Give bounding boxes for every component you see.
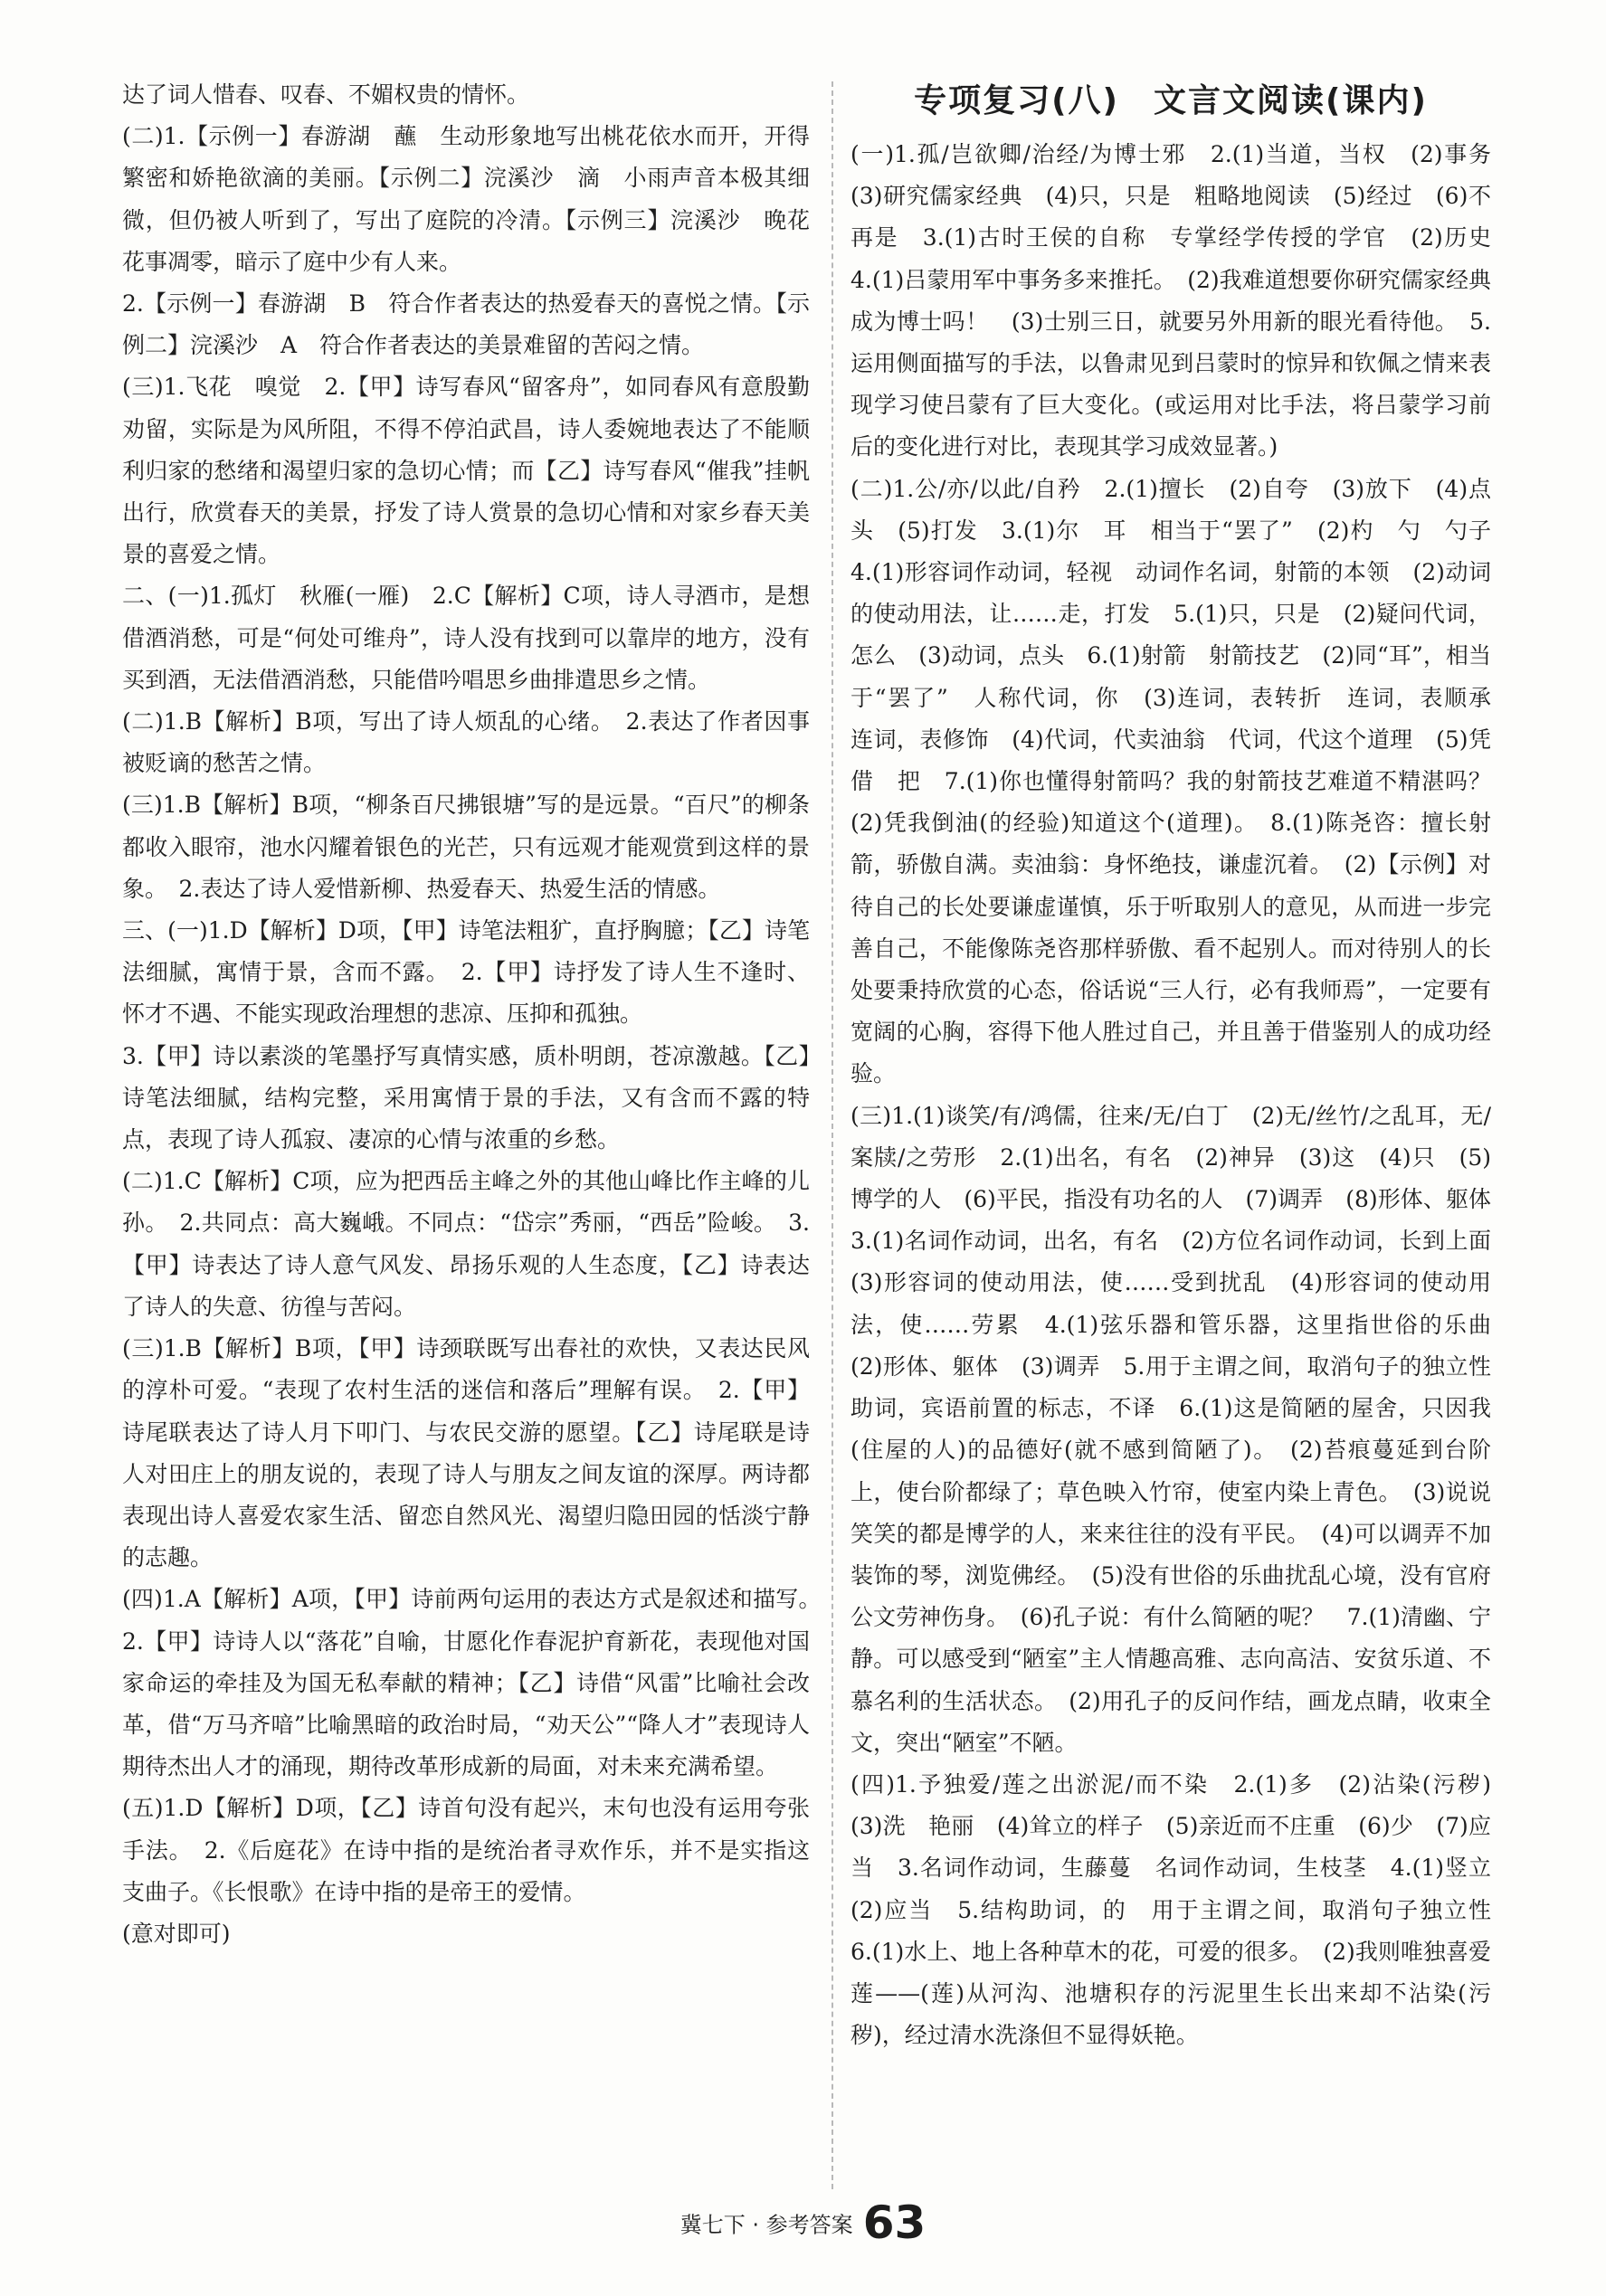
right-column — [851, 74, 1515, 2056]
left-paragraph: (二)1.C【解析】C项，应为把西岳主峰之外的其他山峰比作主峰的儿孙。 2.共同点：高大巍峨。不同点：“岱宗”秀丽，“西岳”险峻。 3.【甲】诗表达了诗人意气风发、昂扬乐观的人生态度，【乙】诗表达了诗人的失意、彷徨与苦闷。 — [122, 1168, 810, 1320]
left-paragraph: (二)1.B【解析】B项，写出了诗人烦乱的心绪。 2.表达了作者因事被贬谪的愁苦之情。 — [122, 708, 810, 777]
right-paragraph: (二)1.公/亦/以此/自矜 2.(1)擅长 (2)自夸 (3)放下 (4)点头 (5)打发 3.(1)尔 耳 相当于“罢了” (2)杓 勺 勺子 4.(1)形容词作动词，轻视 动词作名词，射箭的本领 (2)动词的使动用法，让……走，打发 5.(1)只，只是 (2)疑问代词，怎么 (3)动词，点头 6.(1)射箭 射箭技艺 (2)同“耳”，相当于“罢了” 人称代词，你 (3)连词，表转折 连词，表顺承 连词，表修饰 (4)代词，代卖油翁 代词，代这个道理 (5)凭借 把 7.(1)你也懂得射箭吗？我的射箭技艺难道不精湛吗？ (2)凭我倒油(的经验)知道这个(道理)。 8.(1)陈尧咨：擅长射箭，骄傲自满。卖油翁：身怀绝技，谦虚沉着。 (2)【示例】对待自己的长处要谦虚谨慎，乐于听取别人的意见，从而进一步完善自己，不能像陈尧咨那样骄傲、看不起别人。而对待别人的长处要秉持欣赏的心态，俗话说“三人行，必有我师焉”，一定要有宽阔的心胸，容得下他人胜过自己，并且善于借鉴别人的成功经验。 — [851, 475, 1515, 1087]
left-paragraph: 二、(一)1.孤灯 秋雁(一雁) 2.C【解析】C项，诗人寻酒市，是想借酒消愁，可是“何处可维舟”，诗人没有找到可以靠岸的地方，没有买到酒，无法借酒消愁，只能借吟唱思乡曲排遣思乡之情。 — [122, 583, 810, 693]
left-paragraph: 2.【示例一】春游湖 B 符合作者表达的热爱春天的喜悦之情。【示例二】浣溪沙 A 符合作者表达的美景难留的苦闷之情。 — [122, 290, 810, 359]
footer-label: 冀七下 · 参考答案 — [679, 2212, 853, 2238]
left-paragraph: (三)1.B【解析】B项，【甲】诗颈联既写出春社的欢快，又表达民风的淳朴可爱。“表现了农村生活的迷信和落后”理解有误。 2.【甲】诗尾联表达了诗人月下叩门、与农民交游的愿望。【乙】诗尾联是诗人对田庄上的朋友说的，表现了诗人与朋友之间友谊的深厚。两诗都表现出诗人喜爱农家生活、留恋自然风光、渴望归隐田园的恬淡宁静的志趣。 — [122, 1335, 810, 1571]
left-paragraph: 三、(一)1.D【解析】D项，【甲】诗笔法粗犷，直抒胸臆；【乙】诗笔法细腻，寓情于景，含而不露。 2.【甲】诗抒发了诗人生不逢时、怀才不遇、不能实现政治理想的悲凉、压抑和孤独。 — [122, 917, 810, 1028]
right-paragraph: (三)1.(1)谈笑/有/鸿儒，往来/无/白丁 (2)无/丝竹/之乱耳，无/案牍/之劳形 2.(1)出名，有名 (2)神异 (3)这 (4)只 (5)博学的人 (6)平民，指没有功名的人 (7)调弄 (8)形体、躯体 3.(1)名词作动词，出名，有名 (2)方位名词作动词，长到上面 (3)形容词的使动用法，使……受到扰乱 (4)形容词的使动用法，使……劳累 4.(1)弦乐器和管乐器，这里指世俗的乐曲 (2)形体、躯体 (3)调弄 5.用于主谓之间，取消句子的独立性 助词，宾语前置的标志，不译 6.(1)这是简陋的屋舍，只因我(住屋的人)的品德好(就不感到简陋了)。 (2)苔痕蔓延到台阶上，使台阶都绿了；草色映入竹帘，使室内染上青色。 (3)说说笑笑的都是博学的人，来来往往的没有平民。 (4)可以调弄不加装饰的琴，浏览佛经。 (5)没有世俗的乐曲扰乱心境，没有官府公文劳神伤身。 (6)孔子说：有什么简陋的呢？ 7.(1)清幽、宁静。可以感受到“陋室”主人情趣高雅、志向高洁、安贫乐道、不慕名利的生活状态。 (2)用孔子的反问作结，画龙点睛，收束全文，突出“陋室”不陋。 — [851, 1102, 1515, 1756]
right-paragraph: (四)1.予独爱/莲之出淤泥/而不染 2.(1)多 (2)沾染(污秽) (3)洗 艳丽 (4)耸立的样子 (5)亲近而不庄重 (6)少 (7)应当 3.名词作动词，生藤蔓 名词作动词，生枝茎 4.(1)竖立 (2)应当 5.结构助词，的 用于主谓之间，取消句子独立性 6.(1)水上、地上各种草木的花，可爱的很多。 (2)我则唯独喜爱莲——(莲)从河沟、池塘积存的污泥里生长出来却不沾染(污秽)，经过清水洗涤但不显得妖艳。 — [851, 1770, 1515, 2049]
column-divider — [832, 81, 833, 2189]
page-footer — [0, 2196, 1606, 2249]
left-paragraph: (三)1.B【解析】B项，“柳条百尺拂银塘”写的是远景。“百尺”的柳条都收入眼帘，池水闪耀着银色的光芒，只有远观才能观赏到这样的景象。 2.表达了诗人爱惜新柳、热爱春天、热爱生活的情感。 — [122, 792, 810, 902]
left-paragraph: (五)1.D【解析】D项，【乙】诗首句没有起兴，末句也没有运用夸张手法。 2.《后庭花》在诗中指的是统治者寻欢作乐，并不是实指这支曲子。《长恨歌》在诗中指的是帝王的爱情。 — [122, 1795, 810, 1905]
page-number: 63 — [862, 2196, 927, 2249]
left-paragraph: 3.【甲】诗以素淡的笔墨抒写真情实感，质朴明朗，苍凉激越。【乙】诗笔法细腻，结构完整，采用寓情于景的手法，又有含而不露的特点，表现了诗人孤寂、凄凉的心情与浓重的乡愁。 — [122, 1042, 810, 1153]
right-paragraph: (一)1.孤/岂欲卿/治经/为博士邪 2.(1)当道，当权 (2)事务 (3)研究儒家经典 (4)只，只是 粗略地阅读 (5)经过 (6)不再是 3.(1)古时王侯的自称 专掌经学传授的学官 (2)历史 4.(1)吕蒙用军中事务多来推托。 (2)我难道想要你研究儒家经典成为博士吗！ (3)士别三日，就要另外用新的眼光看待他。 5.运用侧面描写的手法，以鲁肃见到吕蒙时的惊异和钦佩之情来表现学习使吕蒙有了巨大变化。(或运用对比手法，将吕蒙学习前后的变化进行对比，表现其学习成效显著。) — [851, 141, 1515, 460]
left-paragraph: 达了词人惜春、叹春、不媚权贵的情怀。 — [122, 81, 530, 108]
section-title: 专项复习(八) 文言文阅读(课内) — [914, 82, 1428, 119]
left-column — [122, 74, 833, 1955]
left-paragraph: (四)1.A【解析】A项，【甲】诗前两句运用的表达方式是叙述和描写。 2.【甲】诗诗人以“落花”自喻，甘愿化作春泥护育新花，表现他对国家命运的牵挂及为国无私奉献的精神；【乙】诗借“风雷”比喻社会改革，借“万马齐喑”比喻黑暗的政治时局，“劝天公”“降人才”表现诗人期待杰出人才的涌现，期待改革形成新的局面，对未来充满希望。 — [122, 1586, 833, 1780]
left-paragraph: (二)1.【示例一】春游湖 蘸 生动形象地写出桃花依水而开，开得繁密和娇艳欲滴的美丽。【示例二】浣溪沙 滴 小雨声音本极其细微，但仍被人听到了，写出了庭院的冷清。【示例三】浣溪沙 晚花 花事凋零，暗示了庭中少有人来。 — [122, 123, 833, 275]
left-paragraph: (三)1.飞花 嗅觉 2.【甲】诗写春风“留客舟”，如同春风有意殷勤劝留，实际是为风所阻，不得不停泊武昌，诗人委婉地表达了不能顺利归家的愁绪和渴望归家的急切心情；而【乙】诗写春风“催我”挂帆出行，欣赏春天的美景，抒发了诗人赏景的急切心情和对家乡春天美景的喜爱之情。 — [122, 374, 810, 568]
left-paragraph: (意对即可) — [122, 1920, 231, 1947]
